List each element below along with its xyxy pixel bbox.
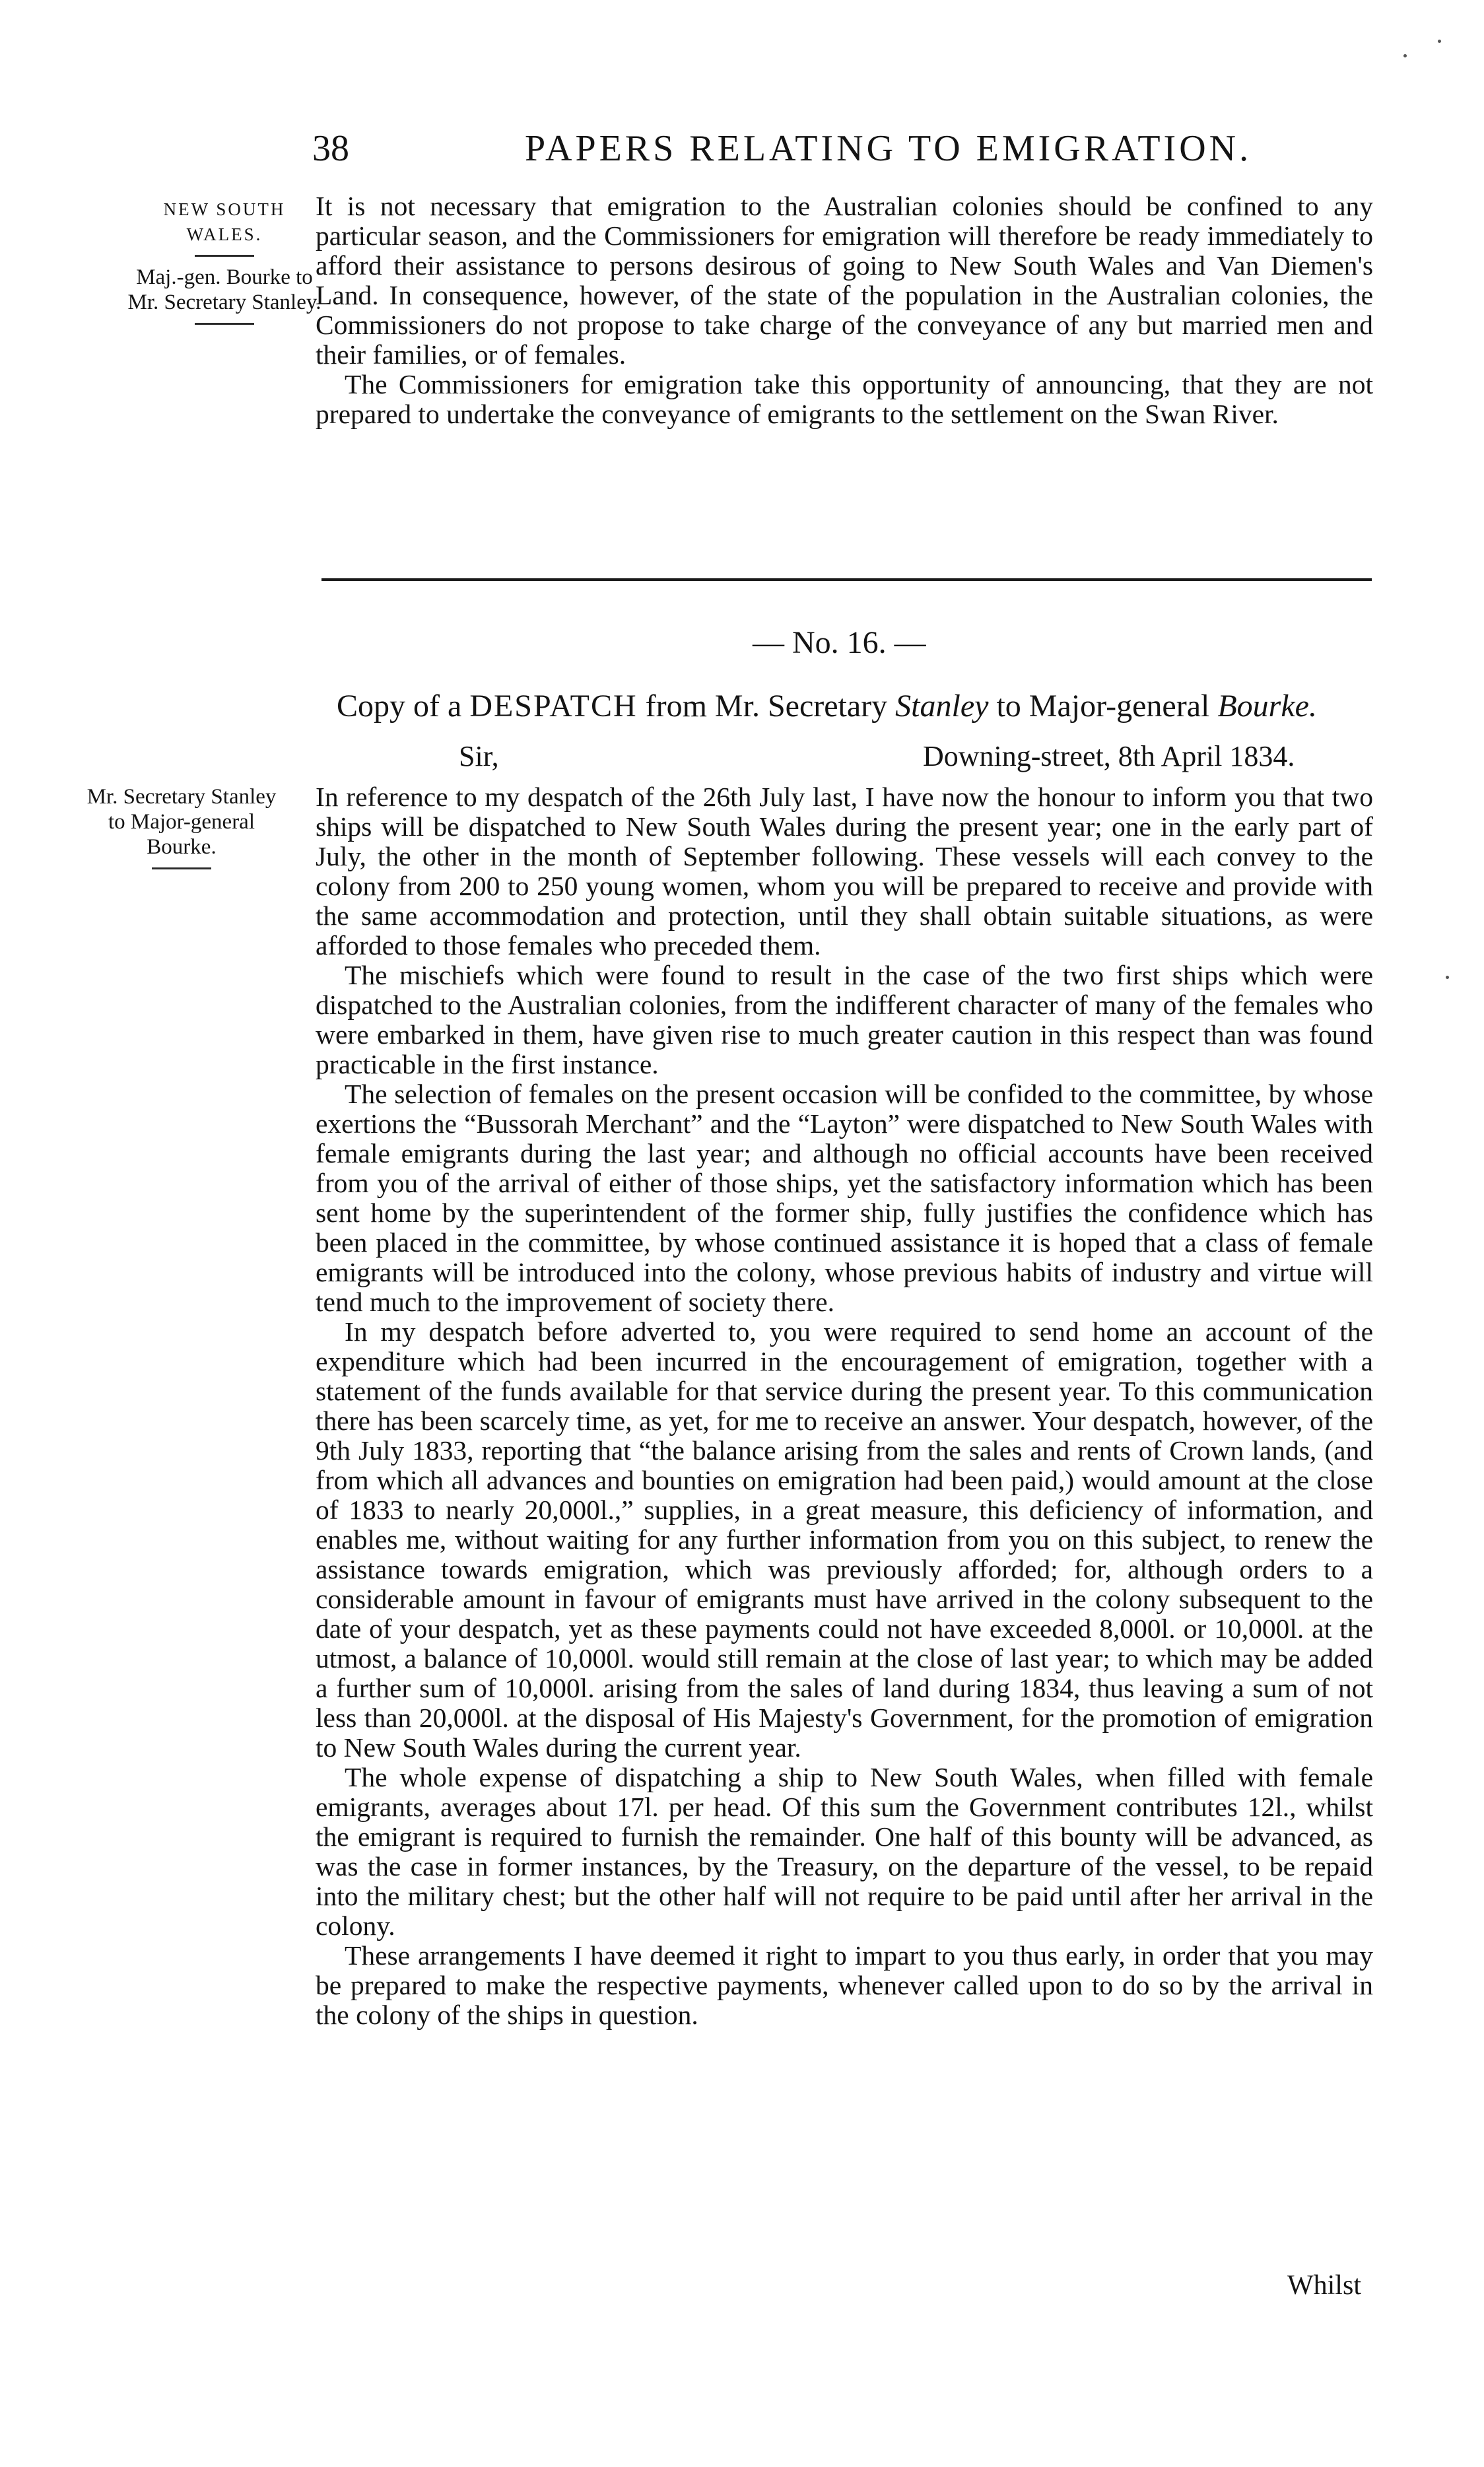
despatch-heading <box>337 688 1317 724</box>
paragraph: The selection of females on the present occasion will be confided to the committee, by whose exertions the “Bussorah Merchant” and the “Layton” were dispatched to New South Wales with female emigrants during the last year; and although no official accounts have been received from you of the arrival of either of those ships, yet the satisfactory information which has been sent home by the superintendent of the former ship, fully justifies the confidence which has been placed in the committee, by whose continued assistance it is hoped that a class of female emigrants will be introduced into the colony, whose previous habits of industry and virtue will tend much to the improvement of society there. <box>316 1079 1373 1317</box>
despatch-number: — No. 16. — <box>753 625 926 660</box>
dateline: Downing-street, 8th April 1834. <box>923 740 1295 772</box>
margin-rule <box>152 867 211 869</box>
despatch-body <box>316 782 1373 2030</box>
paragraph: It is not necessary that emigration to the Australian colonies should be confined to any particular season, and the Commissioners for emigration will therefore be ready immediately to afford their assistance to persons desirous of going to New South Wales and Van Diemen's Land. In consequence, however, of the state of the population in the Australian colonies, the Commissioners do not propose to take charge of the conveyance of any but married men and their families, or of females. <box>316 191 1373 370</box>
ink-speck <box>1403 54 1407 57</box>
heading-recipient: Bourke. <box>1217 689 1317 724</box>
heading-despatch-word: DESPATCH <box>469 689 638 724</box>
heading-to: to Major-general <box>988 689 1218 724</box>
catchword: Whilst <box>1287 2270 1361 2301</box>
margin-rule <box>195 255 254 257</box>
margin-note-second <box>83 784 281 877</box>
ink-speck <box>1438 40 1441 43</box>
margin-note-colony: NEW SOUTH WALES. <box>163 199 286 244</box>
paragraph: In my despatch before adverted to, you were required to send home an account of the expenditure which had been incurred in the encouragement of emigration, together with a statement of the funds available for that service during the present year. To this communication there has been scarcely time, as yet, for me to receive an answer. Your despatch, however, of the 9th July 1833, reporting that “the balance arising from the sales and rents of Crown lands, (and from which all advances and bounties on emigration had been paid,) would amount at the close of 1833 to nearly 20,000l.,” supplies, in a great measure, this deficiency of information, and enables me, without waiting for any further information from you on this subject, to renew the assistance towards emigration, which was previously afforded; for, although orders to a considerable amount in favour of emigrants must have arrived in the colony subsequent to the date of your despatch, yet as these payments could not have exceeded 8,000l. or 10,000l. at the utmost, a balance of 10,000l. would still remain at the close of last year; to which may be added a further sum of 10,000l. arising from the sales of land during 1834, thus leaving a sum of not less than 20,000l. at the disposal of His Majesty's Government, for the promotion of emigration to New South Wales during the current year. <box>316 1316 1373 1763</box>
paragraph: The mischiefs which were found to result in the case of the two first ships which were dispatched to the Australian colonies, from the indifferent character of many of the females who were embarked in them, have given rise to much greater caution in this respect than was found practicable in the first instance. <box>316 960 1373 1079</box>
paragraph: In reference to my despatch of the 26th July last, I have now the honour to inform you that two ships will be dispatched to New South Wales during the present year; one in the early part of July, the other in the month of September following. These vessels will each convey to the colony from 200 to 250 young women, whom you will be prepared to receive and provide with the same accommodation and protection, until they shall obtain suitable situations, as were afforded to those females who preceded them. <box>316 782 1373 961</box>
running-title: PAPERS RELATING TO EMIGRATION. <box>525 128 1252 169</box>
heading-prefix: Copy of a <box>337 689 470 724</box>
ink-speck <box>1446 976 1449 979</box>
paragraph: The whole expense of dispatching a ship to New South Wales, when filled with female emigrants, averages about 17l. per head. Of this sum the Government contributes 12l., whilst the emigrant is required to furnish the remainder. One half of this bounty will be advanced, as was the case in former instances, by the Treasury, on the departure of the vessel, to be repaid into the military chest; but the other half will not require to be paid until after her arrival in the colony. <box>316 1762 1373 1941</box>
section-divider-rule <box>321 578 1372 581</box>
paragraph: The Commissioners for emigration take this opportunity of announcing, that they are not prepared to undertake the conveyance of emigrants to the settlement on the Swan River. <box>316 369 1373 429</box>
margin-rule <box>195 323 254 325</box>
heading-from: from Mr. Secretary <box>637 689 896 724</box>
margin-note-correspondents: Mr. Secretary Stanley to Major-general Bourke. <box>86 785 277 859</box>
margin-note-correspondents: Maj.-gen. Bourke to Mr. Secretary Stanley. <box>127 265 321 314</box>
paragraph: These arrangements I have deemed it right to impart to you thus early, in order that you may be prepared to make the respective payments, whenever called upon to do so by the arrival in the colony of the ships in question. <box>316 1940 1373 2030</box>
first-section <box>316 191 1373 429</box>
salutation: Sir, <box>459 740 499 772</box>
margin-note-first <box>125 197 323 333</box>
heading-sender: Stanley <box>895 689 989 724</box>
page-number: 38 <box>312 128 349 169</box>
